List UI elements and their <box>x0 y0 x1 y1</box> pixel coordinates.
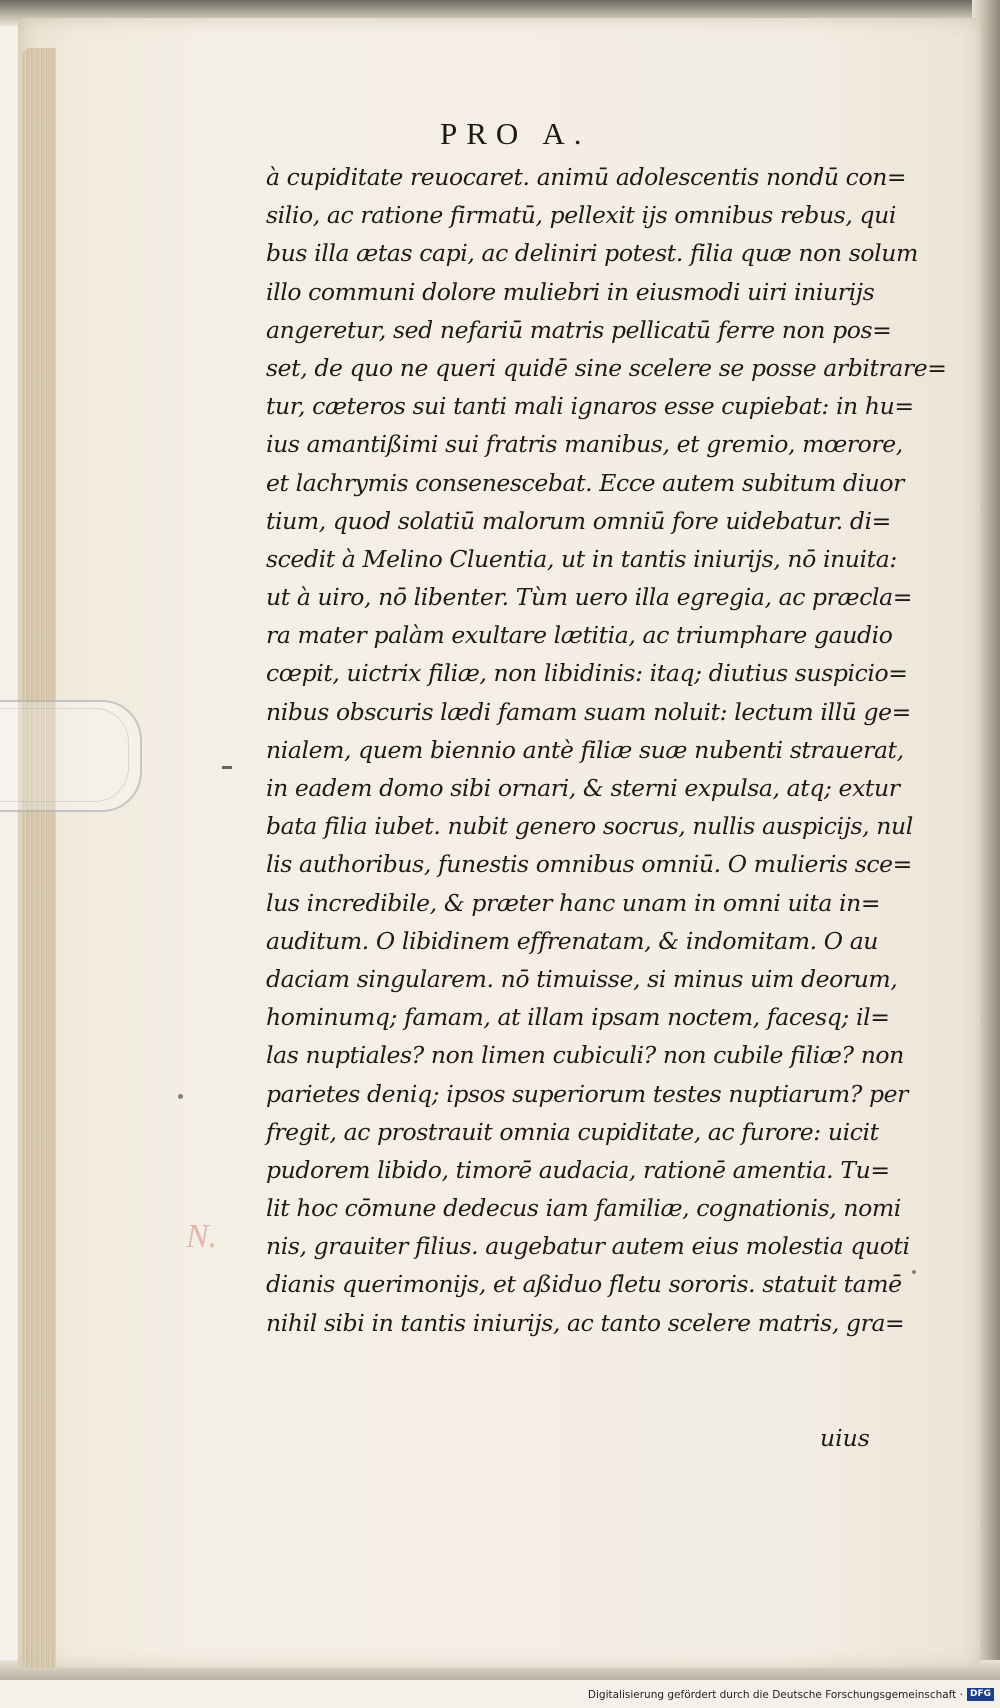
text-line: ra mater palàm exultare lætitia, ac triumphare gaudio <box>266 621 893 650</box>
text-line: illo communi dolore muliebri in eiusmodi uiri iniurijs <box>266 277 875 306</box>
text-line: ius amantißimi sui fratris manibus, et gremio, mœrore, <box>266 430 903 459</box>
book-clip-inner <box>0 708 129 802</box>
text-line: tium, quod solatiū malorum omniū fore uidebatur. di= <box>266 506 891 535</box>
text-line: à cupiditate reuocaret. animū adolescentis nondū con= <box>266 163 907 191</box>
text-line: cœpit, uictrix filiæ, non libidinis: itaq; diutius suspicio= <box>266 659 908 688</box>
text-line: las nuptiales? non limen cubiculi? non cubile filiæ? non <box>266 1041 904 1070</box>
text-line: nis, grauiter filius. augebatur autem eius molestia quoti <box>266 1232 910 1261</box>
text-line: lus incredibile, & præter hanc unam in omni uita in= <box>266 888 881 917</box>
dfg-logo-icon: DFG <box>967 1688 994 1701</box>
text-line: dianis querimonijs, et aßiduo fletu sororis. statuit tamē <box>266 1270 902 1299</box>
margin-annotation: N. <box>186 1218 218 1255</box>
margin-dash-mark <box>222 766 232 769</box>
body-text <box>266 158 947 1342</box>
text-line: pudorem libido, timorē audacia, rationē amentia. Tu= <box>266 1155 890 1184</box>
digitization-footer <box>588 1688 994 1701</box>
text-line: nihil sibi in tantis iniurijs, ac tanto scelere matris, gra= <box>266 1308 905 1337</box>
footer-text: Digitalisierung gefördert durch die Deutsche Forschungsgemeinschaft · <box>587 1688 963 1701</box>
ink-speck <box>178 1094 183 1099</box>
text-line: hominumq; famam, at illam ipsam noctem, facesq; il= <box>266 1003 890 1032</box>
text-line: lit hoc cōmune dedecus iam familiæ, cognationis, nomi <box>266 1194 901 1223</box>
text-line: auditum. O libidinem effrenatam, & indomitam. O au <box>266 926 879 955</box>
text-line: lis authoribus, funestis omnibus omniū. O mulieris sce= <box>266 850 912 879</box>
text-line: fregit, ac prostrauit omnia cupiditate, ac furore: uicit <box>266 1117 879 1146</box>
text-line: silio, ac ratione firmatū, pellexit ijs omnibus rebus, qui <box>266 201 896 230</box>
page-fore-edges <box>22 48 56 1668</box>
text-line: nibus obscuris lædi famam suam noluit: lectum illū ge= <box>266 697 911 726</box>
text-line: scedit à Melino Cluentia, ut in tantis iniurijs, nō inuita: <box>266 544 897 573</box>
catchword: uius <box>820 1424 870 1452</box>
text-line: parietes deniq; ipsos superiorum testes nuptiarum? per <box>266 1079 908 1108</box>
text-line: nialem, quem biennio antè filiæ suæ nubenti strauerat, <box>266 735 904 764</box>
text-line: angeretur, sed nefariū matris pellicatū ferre non pos= <box>266 315 892 344</box>
text-line: ut à uiro, nō libenter. Tùm uero illa egregia, ac præcla= <box>266 583 912 612</box>
text-line: et lachrymis consenescebat. Ecce autem subitum diuor <box>266 468 904 497</box>
text-line: set, de quo ne queri quidē sine scelere se posse arbitrare= <box>266 353 947 382</box>
text-line: in eadem domo sibi ornari, & sterni expulsa, atq; extur <box>266 774 900 802</box>
text-line: bus illa ætas capi, ac deliniri potest. filia quæ non solum <box>266 239 918 268</box>
text-line: bata filia iubet. nubit genero socrus, nullis auspicijs, nul <box>266 812 913 841</box>
ink-speck <box>912 1270 916 1274</box>
text-line: daciam singularem. nō timuisse, si minus uim deorum, <box>266 964 898 993</box>
text-line: tur, cæteros sui tanti mali ignaros esse cupiebat: in hu= <box>266 392 914 421</box>
running-head: PRO A. <box>440 116 591 151</box>
